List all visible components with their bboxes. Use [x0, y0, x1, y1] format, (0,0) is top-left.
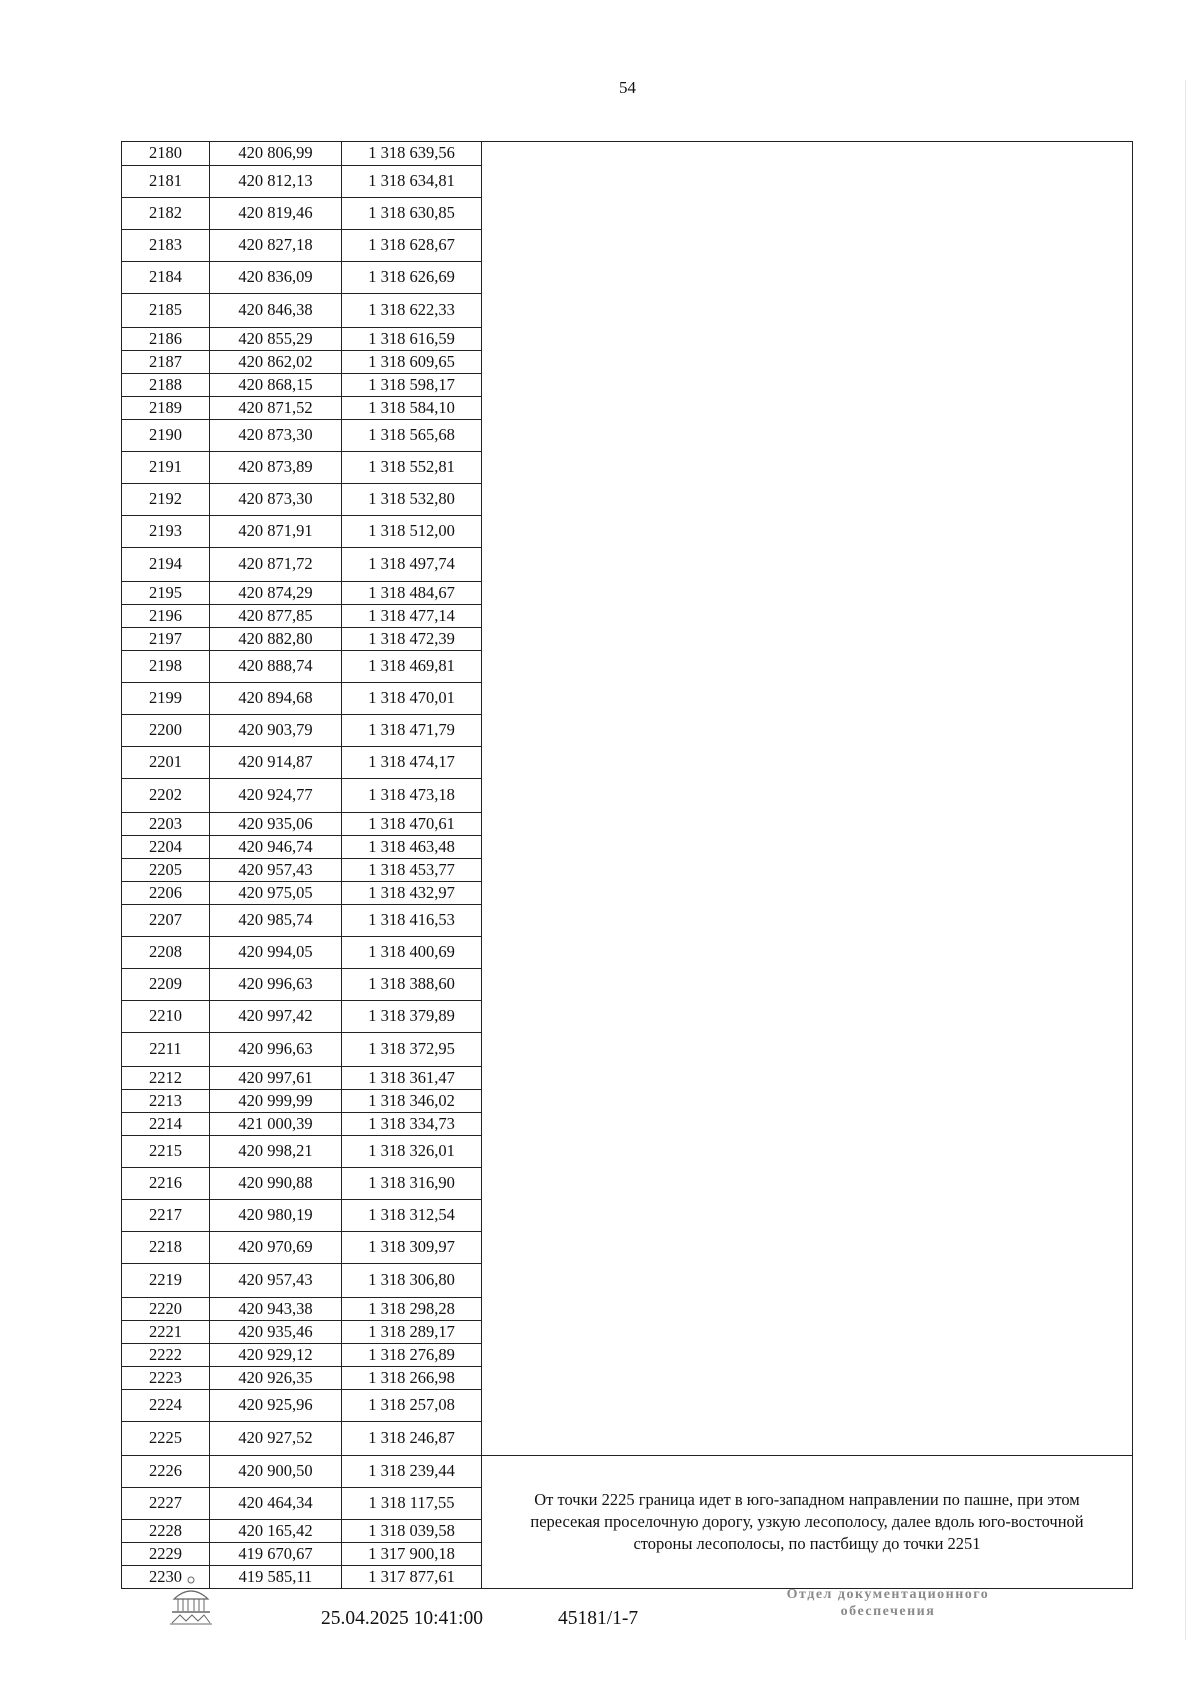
point-number-cell: 2229 — [122, 1543, 210, 1566]
x-coordinate-cell: 420 464,34 — [210, 1488, 342, 1520]
y-coordinate-cell: 1 318 039,58 — [342, 1520, 482, 1543]
x-coordinate-cell: 420 812,13 — [210, 166, 342, 198]
x-coordinate-cell: 420 165,42 — [210, 1520, 342, 1543]
stamp-line-1: Отдел документационного — [786, 1587, 990, 1602]
y-coordinate-cell: 1 318 565,68 — [342, 420, 482, 452]
x-coordinate-cell: 420 882,80 — [210, 628, 342, 651]
y-coordinate-cell: 1 317 900,18 — [342, 1543, 482, 1566]
y-coordinate-cell: 1 318 470,01 — [342, 683, 482, 715]
y-coordinate-cell: 1 318 472,39 — [342, 628, 482, 651]
y-coordinate-cell: 1 318 512,00 — [342, 516, 482, 548]
point-number-cell: 2214 — [122, 1113, 210, 1136]
x-coordinate-cell: 420 871,72 — [210, 548, 342, 582]
point-number-cell: 2222 — [122, 1344, 210, 1367]
stamp-line-2: обеспечения — [840, 1604, 936, 1619]
boundary-description-cell: От точки 2225 граница идет в юго-западном направлении по пашне, при этом пересекая проселочную дорогу, узкую лесополосу, далее вдоль юго-восточной стороны лесополосы, по пастбищу до точки 2251 — [482, 1456, 1133, 1589]
point-number-cell: 2205 — [122, 859, 210, 882]
x-coordinate-cell: 420 806,99 — [210, 142, 342, 166]
x-coordinate-cell: 420 957,43 — [210, 859, 342, 882]
y-coordinate-cell: 1 318 257,08 — [342, 1390, 482, 1422]
point-number-cell: 2215 — [122, 1136, 210, 1168]
y-coordinate-cell: 1 318 463,48 — [342, 836, 482, 859]
point-number-cell: 2197 — [122, 628, 210, 651]
point-number-cell: 2199 — [122, 683, 210, 715]
y-coordinate-cell: 1 318 616,59 — [342, 328, 482, 351]
x-coordinate-cell: 420 929,12 — [210, 1344, 342, 1367]
y-coordinate-cell: 1 318 497,74 — [342, 548, 482, 582]
point-number-cell: 2225 — [122, 1422, 210, 1456]
y-coordinate-cell: 1 318 266,98 — [342, 1367, 482, 1390]
table-row — [122, 142, 1133, 166]
coordinates-table — [121, 141, 1133, 1589]
point-number-cell: 2194 — [122, 548, 210, 582]
x-coordinate-cell: 420 873,89 — [210, 452, 342, 484]
point-number-cell: 2182 — [122, 198, 210, 230]
point-number-cell: 2203 — [122, 813, 210, 836]
x-coordinate-cell: 420 980,19 — [210, 1200, 342, 1232]
x-coordinate-cell: 420 846,38 — [210, 294, 342, 328]
description-cell-top — [482, 142, 1133, 1456]
y-coordinate-cell: 1 318 316,90 — [342, 1168, 482, 1200]
y-coordinate-cell: 1 318 622,33 — [342, 294, 482, 328]
point-number-cell: 2204 — [122, 836, 210, 859]
point-number-cell: 2217 — [122, 1200, 210, 1232]
x-coordinate-cell: 420 985,74 — [210, 905, 342, 937]
x-coordinate-cell: 420 819,46 — [210, 198, 342, 230]
point-number-cell: 2224 — [122, 1390, 210, 1422]
point-number-cell: 2200 — [122, 715, 210, 747]
y-coordinate-cell: 1 318 484,67 — [342, 582, 482, 605]
x-coordinate-cell: 420 924,77 — [210, 779, 342, 813]
point-number-cell: 2181 — [122, 166, 210, 198]
point-number-cell: 2190 — [122, 420, 210, 452]
x-coordinate-cell: 420 996,63 — [210, 969, 342, 1001]
y-coordinate-cell: 1 317 877,61 — [342, 1566, 482, 1589]
y-coordinate-cell: 1 318 388,60 — [342, 969, 482, 1001]
y-coordinate-cell: 1 318 470,61 — [342, 813, 482, 836]
x-coordinate-cell: 420 996,63 — [210, 1033, 342, 1067]
y-coordinate-cell: 1 318 552,81 — [342, 452, 482, 484]
point-number-cell: 2183 — [122, 230, 210, 262]
y-coordinate-cell: 1 318 473,18 — [342, 779, 482, 813]
point-number-cell: 2196 — [122, 605, 210, 628]
point-number-cell: 2184 — [122, 262, 210, 294]
x-coordinate-cell: 420 997,42 — [210, 1001, 342, 1033]
x-coordinate-cell: 420 873,30 — [210, 420, 342, 452]
y-coordinate-cell: 1 318 474,17 — [342, 747, 482, 779]
point-number-cell: 2220 — [122, 1298, 210, 1321]
point-number-cell: 2193 — [122, 516, 210, 548]
x-coordinate-cell: 420 862,02 — [210, 351, 342, 374]
y-coordinate-cell: 1 318 309,97 — [342, 1232, 482, 1264]
x-coordinate-cell: 420 871,91 — [210, 516, 342, 548]
x-coordinate-cell: 420 868,15 — [210, 374, 342, 397]
x-coordinate-cell: 420 927,52 — [210, 1422, 342, 1456]
x-coordinate-cell: 420 998,21 — [210, 1136, 342, 1168]
y-coordinate-cell: 1 318 306,80 — [342, 1264, 482, 1298]
table-row — [122, 1456, 1133, 1488]
point-number-cell: 2223 — [122, 1367, 210, 1390]
point-number-cell: 2206 — [122, 882, 210, 905]
x-coordinate-cell: 420 975,05 — [210, 882, 342, 905]
point-number-cell: 2211 — [122, 1033, 210, 1067]
x-coordinate-cell: 420 888,74 — [210, 651, 342, 683]
footer-timestamp: 25.04.2025 10:41:00 — [321, 1608, 483, 1629]
point-number-cell: 2186 — [122, 328, 210, 351]
point-number-cell: 2218 — [122, 1232, 210, 1264]
y-coordinate-cell: 1 318 584,10 — [342, 397, 482, 420]
y-coordinate-cell: 1 318 469,81 — [342, 651, 482, 683]
point-number-cell: 2227 — [122, 1488, 210, 1520]
point-number-cell: 2191 — [122, 452, 210, 484]
point-number-cell: 2188 — [122, 374, 210, 397]
y-coordinate-cell: 1 318 361,47 — [342, 1067, 482, 1090]
y-coordinate-cell: 1 318 532,80 — [342, 484, 482, 516]
y-coordinate-cell: 1 318 346,02 — [342, 1090, 482, 1113]
x-coordinate-cell: 420 957,43 — [210, 1264, 342, 1298]
y-coordinate-cell: 1 318 609,65 — [342, 351, 482, 374]
point-number-cell: 2230 — [122, 1566, 210, 1589]
y-coordinate-cell: 1 318 312,54 — [342, 1200, 482, 1232]
y-coordinate-cell: 1 318 379,89 — [342, 1001, 482, 1033]
point-number-cell: 2180 — [122, 142, 210, 166]
point-number-cell: 2187 — [122, 351, 210, 374]
x-coordinate-cell: 420 836,09 — [210, 262, 342, 294]
x-coordinate-cell: 420 994,05 — [210, 937, 342, 969]
x-coordinate-cell: 420 935,06 — [210, 813, 342, 836]
x-coordinate-cell: 420 900,50 — [210, 1456, 342, 1488]
point-number-cell: 2221 — [122, 1321, 210, 1344]
y-coordinate-cell: 1 318 630,85 — [342, 198, 482, 230]
x-coordinate-cell: 421 000,39 — [210, 1113, 342, 1136]
point-number-cell: 2209 — [122, 969, 210, 1001]
y-coordinate-cell: 1 318 326,01 — [342, 1136, 482, 1168]
y-coordinate-cell: 1 318 453,77 — [342, 859, 482, 882]
y-coordinate-cell: 1 318 598,17 — [342, 374, 482, 397]
y-coordinate-cell: 1 318 471,79 — [342, 715, 482, 747]
y-coordinate-cell: 1 318 416,53 — [342, 905, 482, 937]
point-number-cell: 2212 — [122, 1067, 210, 1090]
x-coordinate-cell: 420 997,61 — [210, 1067, 342, 1090]
y-coordinate-cell: 1 318 628,67 — [342, 230, 482, 262]
point-number-cell: 2198 — [122, 651, 210, 683]
x-coordinate-cell: 420 827,18 — [210, 230, 342, 262]
y-coordinate-cell: 1 318 626,69 — [342, 262, 482, 294]
point-number-cell: 2219 — [122, 1264, 210, 1298]
y-coordinate-cell: 1 318 477,14 — [342, 605, 482, 628]
x-coordinate-cell: 420 894,68 — [210, 683, 342, 715]
x-coordinate-cell: 420 925,96 — [210, 1390, 342, 1422]
point-number-cell: 2195 — [122, 582, 210, 605]
x-coordinate-cell: 420 877,85 — [210, 605, 342, 628]
point-number-cell: 2226 — [122, 1456, 210, 1488]
point-number-cell: 2207 — [122, 905, 210, 937]
x-coordinate-cell: 420 999,99 — [210, 1090, 342, 1113]
emblem-logo — [166, 1575, 216, 1625]
y-coordinate-cell: 1 318 117,55 — [342, 1488, 482, 1520]
y-coordinate-cell: 1 318 634,81 — [342, 166, 482, 198]
point-number-cell: 2210 — [122, 1001, 210, 1033]
x-coordinate-cell: 420 903,79 — [210, 715, 342, 747]
y-coordinate-cell: 1 318 639,56 — [342, 142, 482, 166]
x-coordinate-cell: 420 914,87 — [210, 747, 342, 779]
y-coordinate-cell: 1 318 239,44 — [342, 1456, 482, 1488]
footer-document-code: 45181/1-7 — [558, 1608, 639, 1629]
point-number-cell: 2208 — [122, 937, 210, 969]
point-number-cell: 2216 — [122, 1168, 210, 1200]
point-number-cell: 2192 — [122, 484, 210, 516]
x-coordinate-cell: 420 935,46 — [210, 1321, 342, 1344]
y-coordinate-cell: 1 318 276,89 — [342, 1344, 482, 1367]
y-coordinate-cell: 1 318 298,28 — [342, 1298, 482, 1321]
point-number-cell: 2213 — [122, 1090, 210, 1113]
point-number-cell: 2228 — [122, 1520, 210, 1543]
x-coordinate-cell: 419 670,67 — [210, 1543, 342, 1566]
point-number-cell: 2201 — [122, 747, 210, 779]
y-coordinate-cell: 1 318 334,73 — [342, 1113, 482, 1136]
y-coordinate-cell: 1 318 246,87 — [342, 1422, 482, 1456]
x-coordinate-cell: 420 871,52 — [210, 397, 342, 420]
x-coordinate-cell: 420 926,35 — [210, 1367, 342, 1390]
scan-edge-mark — [1185, 80, 1186, 1640]
x-coordinate-cell: 420 873,30 — [210, 484, 342, 516]
x-coordinate-cell: 420 855,29 — [210, 328, 342, 351]
x-coordinate-cell: 420 990,88 — [210, 1168, 342, 1200]
page-number: 54 — [619, 78, 636, 97]
point-number-cell: 2202 — [122, 779, 210, 813]
x-coordinate-cell: 420 874,29 — [210, 582, 342, 605]
x-coordinate-cell: 420 943,38 — [210, 1298, 342, 1321]
point-number-cell: 2185 — [122, 294, 210, 328]
y-coordinate-cell: 1 318 289,17 — [342, 1321, 482, 1344]
y-coordinate-cell: 1 318 400,69 — [342, 937, 482, 969]
x-coordinate-cell: 420 946,74 — [210, 836, 342, 859]
x-coordinate-cell: 420 970,69 — [210, 1232, 342, 1264]
point-number-cell: 2189 — [122, 397, 210, 420]
department-stamp — [718, 1586, 1058, 1620]
y-coordinate-cell: 1 318 432,97 — [342, 882, 482, 905]
y-coordinate-cell: 1 318 372,95 — [342, 1033, 482, 1067]
x-coordinate-cell: 419 585,11 — [210, 1566, 342, 1589]
